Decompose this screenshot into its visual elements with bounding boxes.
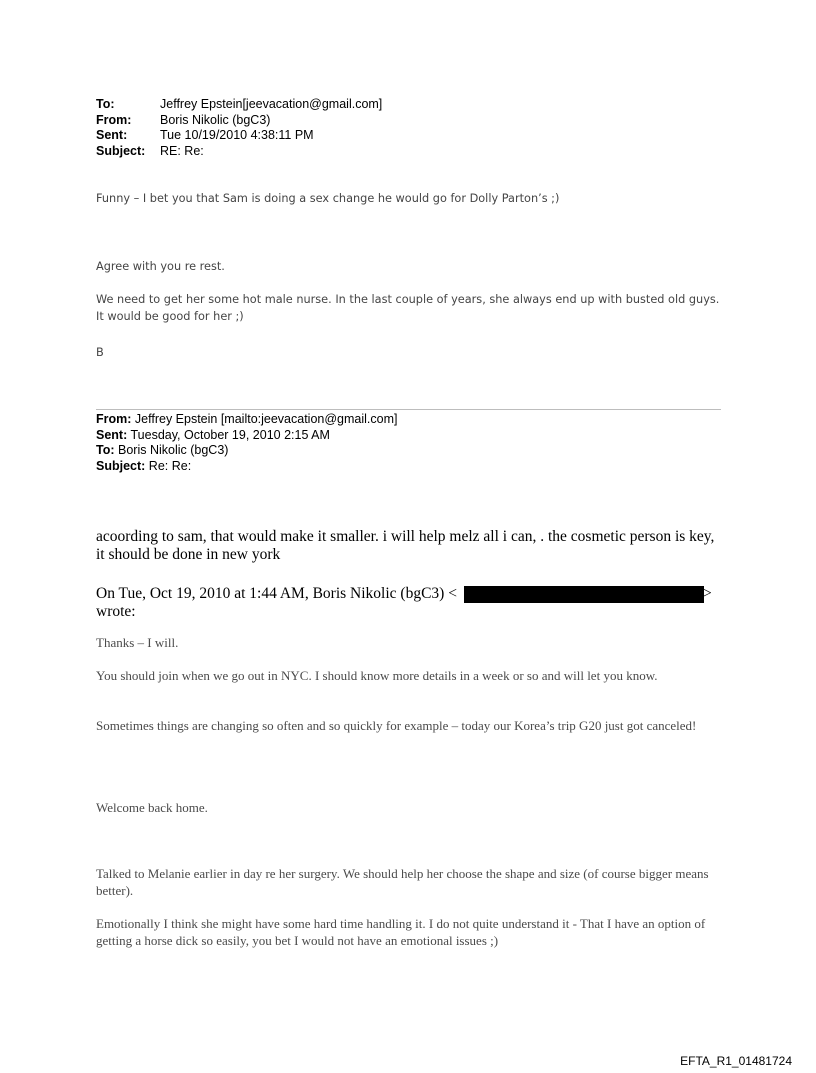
- quoted-sent-label: Sent:: [96, 427, 128, 442]
- quoted-to-label: To:: [96, 443, 115, 457]
- attribution-start: On Tue, Oct 19, 2010 at 1:44 AM, Boris Nikolic (bgC3) <: [96, 585, 457, 602]
- header-subject-row: [96, 144, 382, 160]
- quoted-header: [96, 412, 397, 474]
- from-value: Boris Nikolic (bgC3): [160, 112, 271, 127]
- header-sent-row: [96, 128, 382, 144]
- email-header: [96, 97, 382, 159]
- from-label: From:: [96, 112, 132, 127]
- quoted-subject-value: Re: Re:: [148, 458, 192, 473]
- quoted-subject-row: [96, 459, 397, 475]
- quoted-to-value: Boris Nikolic (bgC3): [118, 443, 229, 457]
- subject-value: RE: Re:: [160, 143, 204, 158]
- quoted-subject-label: Subject:: [96, 458, 146, 473]
- to-value: Jeffrey Epstein[jeevacation@gmail.com]: [160, 97, 383, 111]
- nested-paragraph-2: You should join when we go out in NYC. I should know more details in a week or so and will let you know.: [96, 668, 658, 683]
- nested-paragraph-6: Emotionally I think she might have some hard time handling it. I do not quite understand it - That I have an option of getting a horse dick so easily, you bet I would not have an emotional issues ;): [96, 916, 706, 948]
- epstein-message: acoording to sam, that would make it smaller. i will help melz all i can, . the cosmetic person is key, it should be done in new york: [96, 528, 715, 563]
- subject-label: Subject:: [96, 143, 146, 158]
- attribution-tail: >: [703, 585, 712, 602]
- document-id-footer: EFTA_R1_01481724: [680, 1054, 792, 1068]
- quoted-to-row: [96, 443, 397, 459]
- nested-paragraph-1: Thanks – I will.: [96, 635, 179, 650]
- nested-paragraph-3: Sometimes things are changing so often and so quickly for example – today our Korea’s trip G20 just got canceled!: [96, 718, 697, 733]
- quoted-sent-row: [96, 428, 397, 444]
- header-from-row: [96, 113, 382, 129]
- sent-value: Tue 10/19/2010 4:38:11 PM: [160, 128, 314, 142]
- reply-paragraph-1: Funny – I bet you that Sam is doing a sex change he would go for Dolly Parton’s ;): [96, 192, 560, 205]
- separator-line: [96, 409, 721, 410]
- quoted-from-row: [96, 412, 397, 428]
- reply-paragraph-3: We need to get her some hot male nurse. In the last couple of years, she always end up with busted old guys. It would be good for her ;): [96, 293, 720, 323]
- header-to-row: [96, 97, 382, 113]
- quoted-from-value: Jeffrey Epstein [mailto:jeevacation@gmail.com]: [134, 412, 398, 426]
- sent-label: Sent:: [96, 128, 128, 142]
- nested-paragraph-5: Talked to Melanie earlier in day re her surgery. We should help her choose the shape and size (of course bigger means better).: [96, 866, 709, 898]
- reply-signature: B: [96, 346, 104, 359]
- nested-paragraph-4: Welcome back home.: [96, 800, 208, 815]
- reply-paragraph-2: Agree with you re rest.: [96, 260, 225, 273]
- redaction-bar: [464, 586, 704, 603]
- attribution-end: wrote:: [96, 603, 136, 620]
- quoted-from-label: From:: [96, 412, 132, 426]
- to-label: To:: [96, 97, 115, 111]
- quoted-sent-value: Tuesday, October 19, 2010 2:15 AM: [130, 427, 330, 442]
